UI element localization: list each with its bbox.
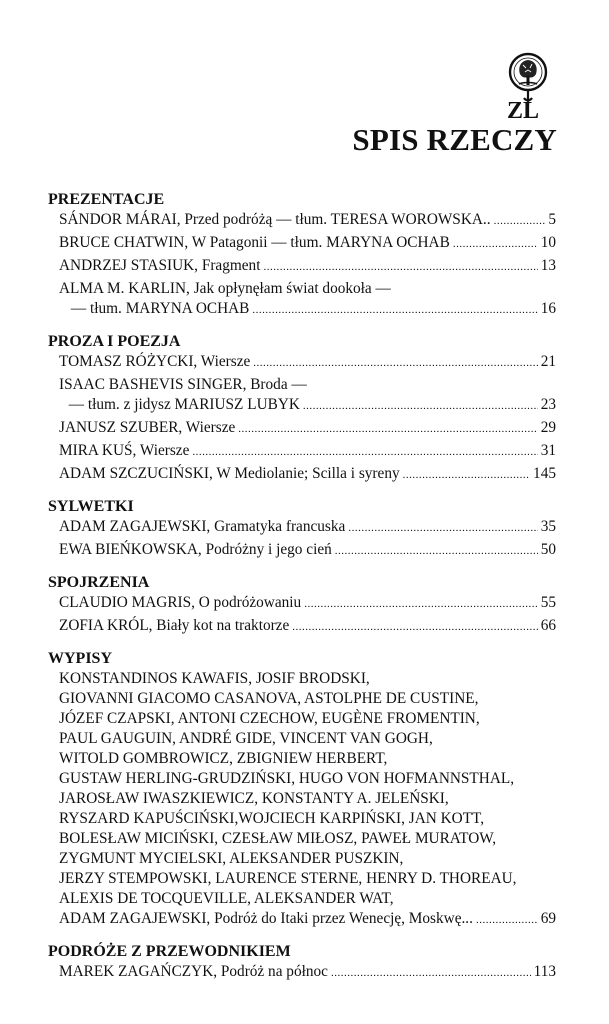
toc-entry-row bbox=[59, 299, 556, 320]
author-list-line: GIOVANNI GIACOMO CASANOVA, ASTOLPHE DE CUSTINE, bbox=[59, 690, 479, 707]
toc-entry bbox=[48, 352, 556, 373]
toc-entry-text: ADAM ZAGAJEWSKI, Podróż do Itaki przez Wenecję, Moskwę... bbox=[59, 910, 473, 927]
author-list-line: JERZY STEMPOWSKI, LAURENCE STERNE, HENRY D. THOREAU, bbox=[59, 870, 517, 887]
toc-entry bbox=[48, 418, 556, 439]
publisher-logo bbox=[503, 48, 561, 128]
section-title: PREZENTACJE bbox=[48, 191, 165, 208]
toc-entry-first-line: ALMA M. KARLIN, Jak opłynęłam świat dookoła — bbox=[59, 280, 391, 297]
toc-entry-row bbox=[59, 233, 556, 254]
page-number: 13 bbox=[540, 257, 556, 274]
toc-entry-row bbox=[59, 352, 556, 373]
toc-entry bbox=[48, 233, 556, 254]
toc-entry-text: SÁNDOR MÁRAI, Przed podróżą — tłum. TERESA WOROWSKA.. bbox=[59, 211, 491, 228]
page-number: 50 bbox=[540, 541, 556, 558]
dot-leader bbox=[453, 234, 538, 254]
toc-entry bbox=[48, 540, 556, 561]
toc-entry-text: ADAM ZAGAJEWSKI, Gramatyka francuska bbox=[59, 518, 346, 535]
toc-entry bbox=[48, 256, 556, 277]
toc-entry bbox=[48, 279, 556, 320]
page-number: 16 bbox=[540, 300, 556, 317]
author-list-line: BOLESŁAW MICIŃSKI, CZESŁAW MIŁOSZ, PAWEŁ MURATOW, bbox=[59, 830, 497, 847]
section-title: SYLWETKI bbox=[48, 498, 134, 515]
toc-entry-row bbox=[59, 418, 556, 439]
author-list-line: KONSTANDINOS KAWAFIS, JOSIF BRODSKI, bbox=[59, 670, 370, 687]
page-number: 29 bbox=[540, 419, 556, 436]
toc-entry-text: — tłum. MARYNA OCHAB bbox=[70, 300, 250, 317]
dot-leader bbox=[331, 963, 531, 983]
section-title: PODRÓŻE Z PRZEWODNIKIEM bbox=[48, 943, 291, 960]
toc-entry-first-line: ISAAC BASHEVIS SINGER, Broda — bbox=[59, 376, 307, 393]
toc-entry bbox=[48, 593, 556, 614]
dot-leader bbox=[348, 518, 537, 538]
toc-entry-row bbox=[59, 517, 556, 538]
toc-entry-row bbox=[59, 395, 556, 416]
page-number: 5 bbox=[548, 211, 556, 228]
page-number: 69 bbox=[540, 910, 556, 927]
dot-leader bbox=[253, 353, 537, 373]
toc-entry bbox=[48, 464, 556, 485]
toc-entry-row bbox=[59, 962, 556, 983]
page-number: 145 bbox=[533, 465, 556, 482]
svg-text:ZL: ZL bbox=[507, 98, 540, 124]
toc-entry-text: ZOFIA KRÓL, Biały kot na traktorze bbox=[59, 617, 290, 634]
dot-leader bbox=[192, 442, 537, 462]
page-number: 55 bbox=[540, 594, 556, 611]
author-list-line: WITOLD GOMBROWICZ, ZBIGNIEW HERBERT, bbox=[59, 750, 388, 767]
toc-entry-text: — tłum. z jidysz MARIUSZ LUBYK bbox=[68, 396, 300, 413]
toc-entry-row bbox=[59, 464, 556, 485]
page-number: 10 bbox=[540, 234, 556, 251]
toc-entry bbox=[48, 375, 556, 416]
dot-leader bbox=[238, 419, 537, 439]
page-title: SPIS RZECZY bbox=[352, 122, 557, 157]
toc-entry bbox=[48, 210, 556, 231]
toc-entry bbox=[48, 441, 556, 462]
author-list-line: JÓZEF CZAPSKI, ANTONI CZECHOW, EUGÈNE FROMENTIN, bbox=[59, 710, 480, 727]
toc-entry-row bbox=[59, 909, 556, 930]
toc-entry-text: ANDRZEJ STASIUK, Fragment bbox=[59, 257, 261, 274]
page-number: 35 bbox=[540, 518, 556, 535]
toc-section bbox=[48, 942, 556, 983]
toc-entry-row bbox=[59, 616, 556, 637]
toc-entry-text: JANUSZ SZUBER, Wiersze bbox=[59, 419, 236, 436]
dot-leader bbox=[476, 910, 538, 930]
dot-leader bbox=[335, 541, 538, 561]
dot-leader bbox=[292, 617, 537, 637]
toc-section bbox=[48, 497, 556, 561]
toc-entry-text: ADAM SZCZUCIŃSKI, W Mediolanie; Scilla i syreny bbox=[59, 465, 400, 482]
section-title: SPOJRZENIA bbox=[48, 574, 150, 591]
dot-leader bbox=[263, 257, 537, 277]
page-number: 113 bbox=[533, 963, 556, 980]
page-number: 21 bbox=[540, 353, 556, 370]
section-title: WYPISY bbox=[48, 650, 113, 667]
toc-entry-text: EWA BIEŃKOWSKA, Podróżny i jego cień bbox=[59, 541, 332, 558]
table-of-contents bbox=[48, 190, 556, 983]
section-title: PROZA I POEZJA bbox=[48, 333, 181, 350]
author-list-line: ALEXIS DE TOCQUEVILLE, ALEKSANDER WAT, bbox=[59, 890, 394, 907]
dot-leader bbox=[403, 465, 530, 485]
author-list-line: JAROSŁAW IWASZKIEWICZ, KONSTANTY A. JELEŃSKI, bbox=[59, 790, 449, 807]
toc-section bbox=[48, 649, 556, 930]
dot-leader bbox=[252, 300, 537, 320]
toc-entry bbox=[48, 616, 556, 637]
dot-leader bbox=[303, 396, 538, 416]
toc-entry-row bbox=[59, 540, 556, 561]
toc-entry bbox=[48, 962, 556, 983]
page-number: 66 bbox=[540, 617, 556, 634]
toc-entry-row bbox=[59, 256, 556, 277]
toc-section bbox=[48, 332, 556, 485]
toc-entry bbox=[48, 909, 556, 930]
toc-entry-row bbox=[59, 441, 556, 462]
toc-entry-text: MAREK ZAGAŃCZYK, Podróż na północ bbox=[59, 963, 328, 980]
tree-emblem-icon bbox=[503, 48, 561, 128]
toc-entry-row bbox=[59, 210, 556, 231]
toc-section bbox=[48, 190, 556, 320]
dot-leader bbox=[304, 594, 538, 614]
author-list-line: GUSTAW HERLING-GRUDZIŃSKI, HUGO VON HOFMANNSTHAL, bbox=[59, 770, 515, 787]
author-list-line: RYSZARD KAPUŚCIŃSKI,WOJCIECH KARPIŃSKI, JAN KOTT, bbox=[59, 810, 485, 827]
dot-leader bbox=[494, 211, 546, 231]
page-number: 31 bbox=[540, 442, 556, 459]
toc-entry-text: BRUCE CHATWIN, W Patagonii — tłum. MARYNA OCHAB bbox=[59, 234, 450, 251]
page-number: 23 bbox=[540, 396, 556, 413]
author-list-line: ZYGMUNT MYCIELSKI, ALEKSANDER PUSZKIN, bbox=[59, 850, 404, 867]
toc-section bbox=[48, 573, 556, 637]
toc-entry-text: MIRA KUŚ, Wiersze bbox=[59, 442, 190, 459]
author-list-line: PAUL GAUGUIN, ANDRÉ GIDE, VINCENT VAN GOGH, bbox=[59, 730, 433, 747]
toc-entry-row bbox=[59, 593, 556, 614]
toc-entry-text: TOMASZ RÓŻYCKI, Wiersze bbox=[59, 353, 251, 370]
toc-entry bbox=[48, 517, 556, 538]
toc-entry-text: CLAUDIO MAGRIS, O podróżowaniu bbox=[59, 594, 302, 611]
